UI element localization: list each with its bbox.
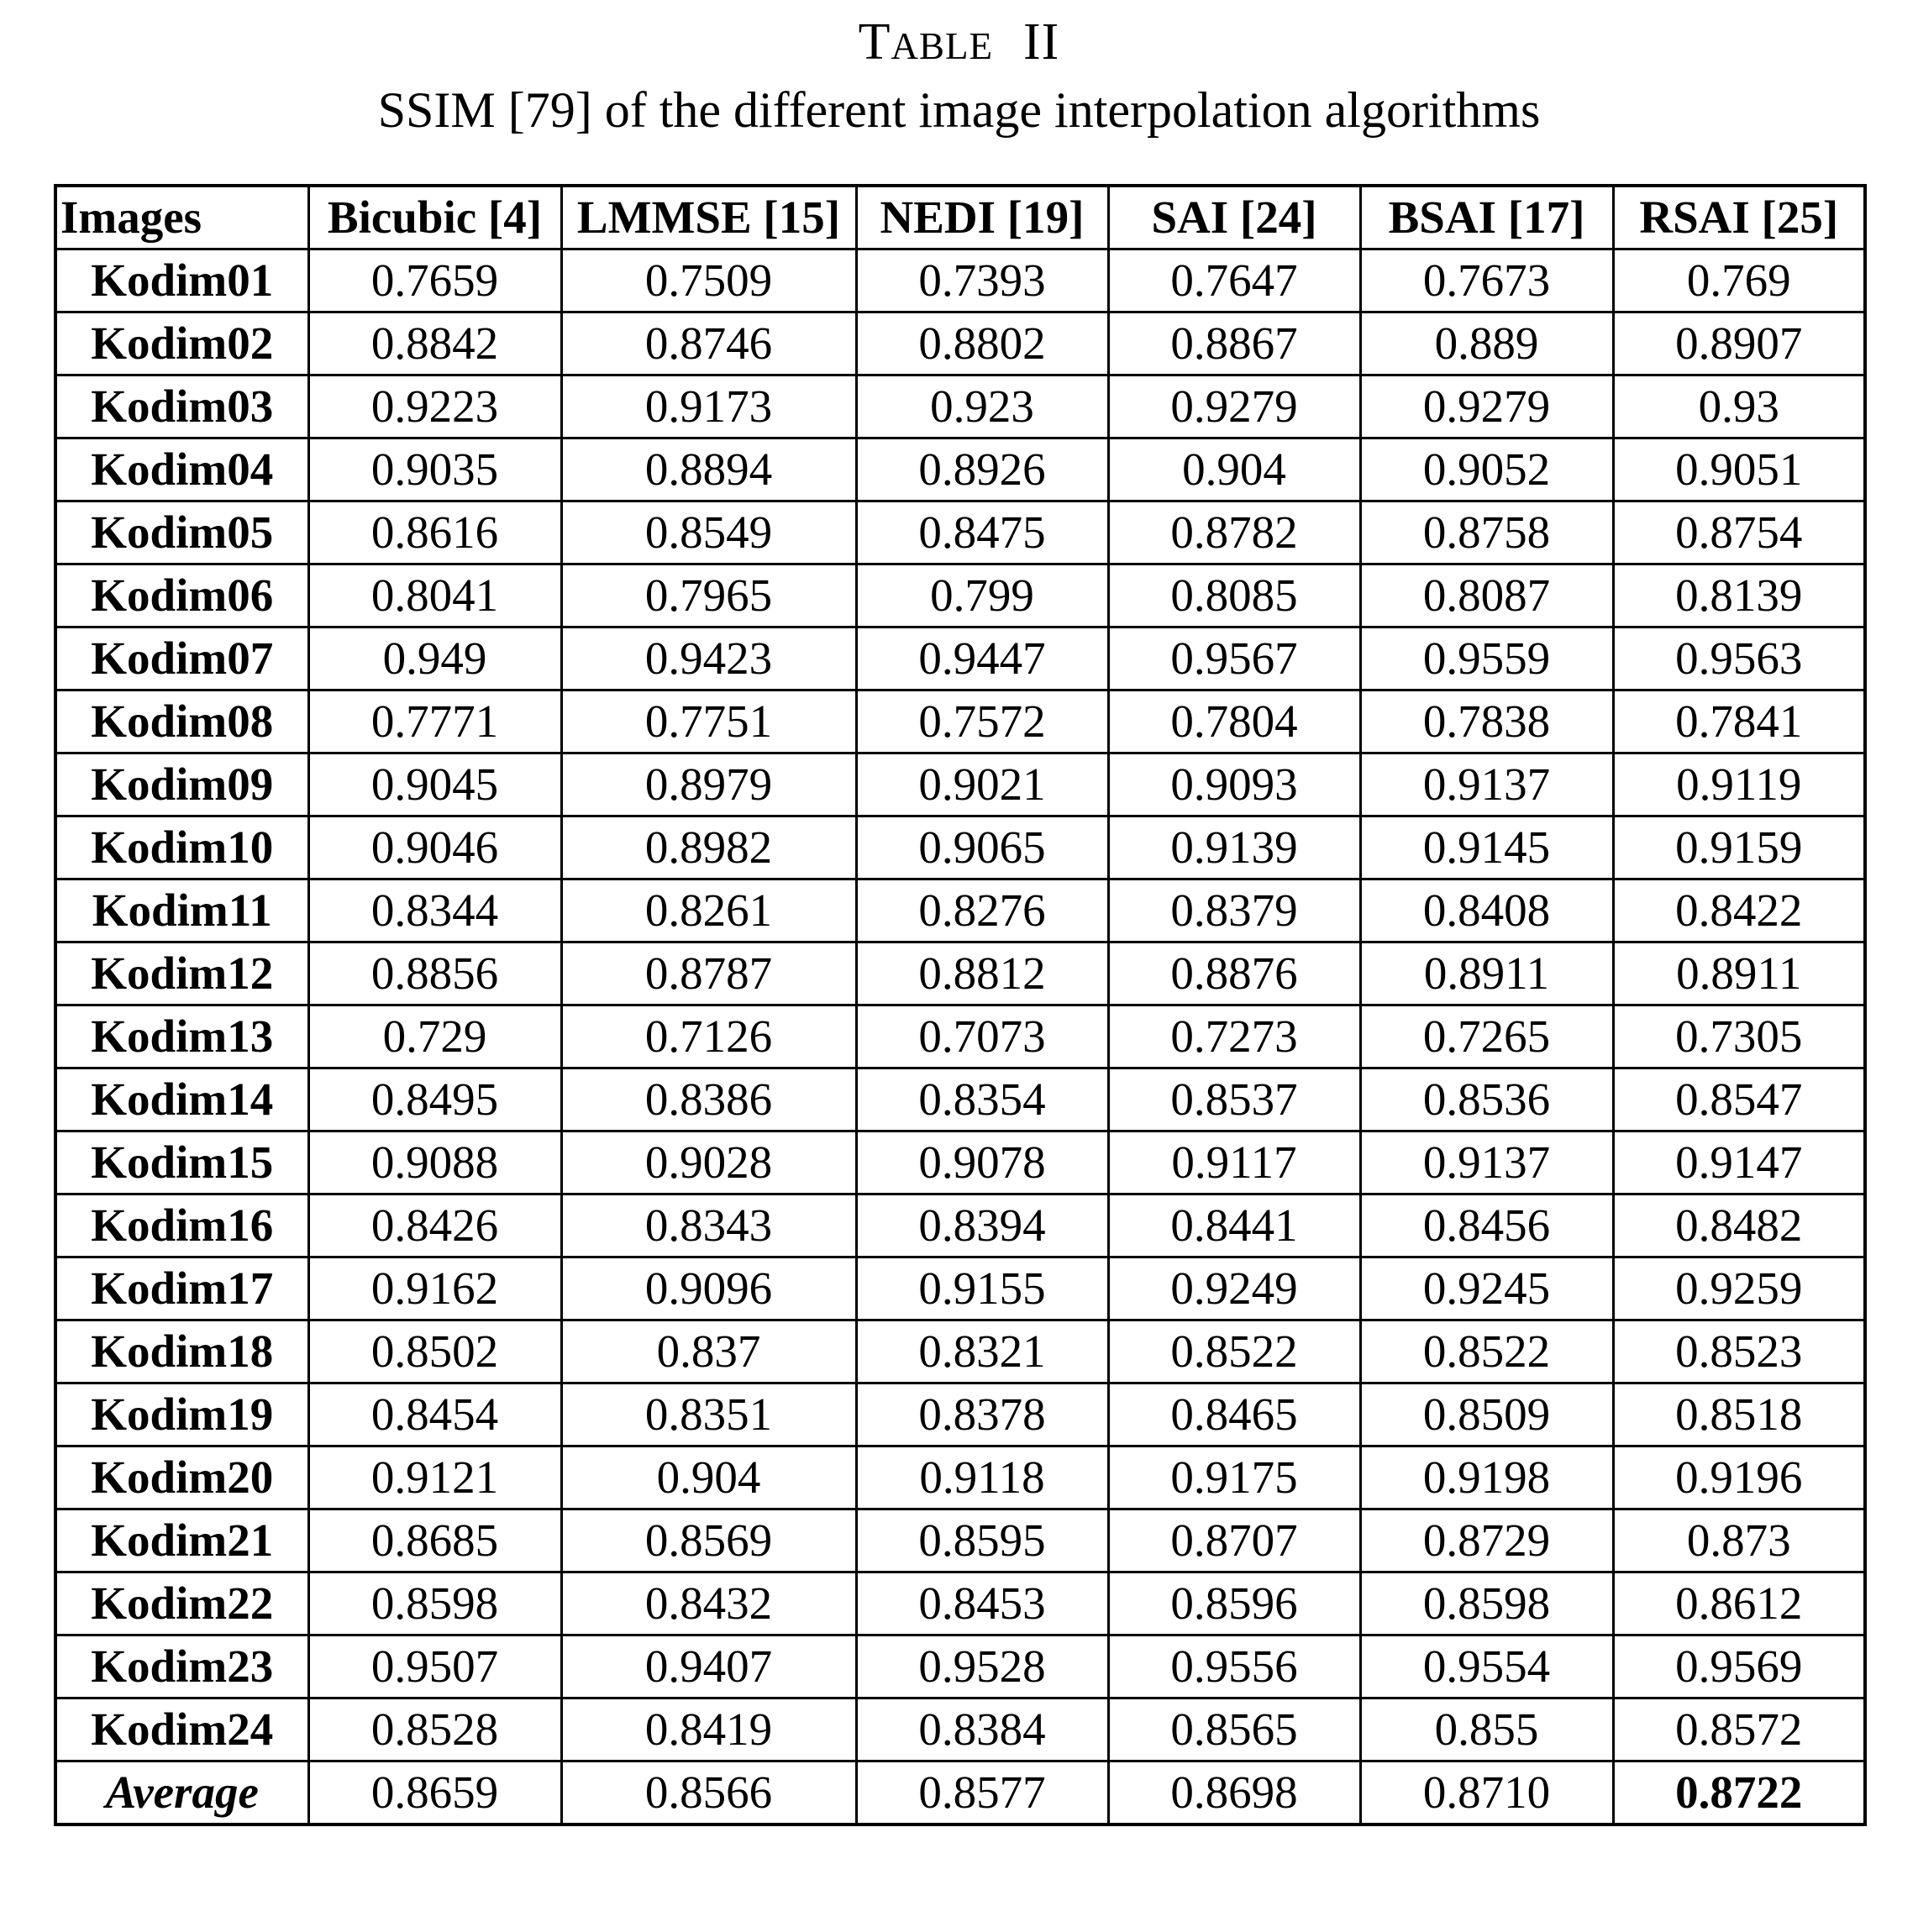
cell-bsai: 0.7265: [1360, 1005, 1613, 1068]
cell-rsai: 0.7841: [1613, 690, 1865, 753]
cell-rsai: 0.9051: [1613, 438, 1865, 501]
cell-sai: 0.8537: [1108, 1068, 1360, 1131]
table-label: [0, 12, 1918, 72]
average-label: Average: [55, 1761, 308, 1825]
cell-lmmse: 0.8979: [561, 753, 856, 816]
cell-bicubic: 0.9045: [308, 753, 561, 816]
cell-nedi: 0.923: [856, 375, 1108, 438]
table-row: [55, 879, 1865, 942]
cell-nedi: 0.8394: [856, 1194, 1108, 1257]
table-row: [55, 501, 1865, 564]
cell-lmmse: 0.9407: [561, 1635, 856, 1698]
cell-nedi: 0.799: [856, 564, 1108, 627]
cell-lmmse: 0.8386: [561, 1068, 856, 1131]
cell-rsai: 0.9147: [1613, 1131, 1865, 1194]
cell-lmmse: 0.8419: [561, 1698, 856, 1761]
header-row: [55, 186, 1865, 249]
cell-lmmse: 0.837: [561, 1320, 856, 1383]
cell-rsai: 0.93: [1613, 375, 1865, 438]
cell-lmmse: 0.7126: [561, 1005, 856, 1068]
table-row: [55, 816, 1865, 879]
cell-sai: 0.8379: [1108, 879, 1360, 942]
cell-bsai: 0.7838: [1360, 690, 1613, 753]
cell-sai: 0.8867: [1108, 312, 1360, 375]
row-label: Kodim06: [55, 564, 308, 627]
table-row: [55, 627, 1865, 690]
table-row: [55, 1446, 1865, 1509]
cell-nedi: 0.8276: [856, 879, 1108, 942]
table-row: [55, 438, 1865, 501]
cell-sai: 0.7273: [1108, 1005, 1360, 1068]
cell-bicubic: 0.8598: [308, 1572, 561, 1635]
cell-sai: 0.8707: [1108, 1509, 1360, 1572]
cell-lmmse: 0.8261: [561, 879, 856, 942]
cell-bsai: 0.8408: [1360, 879, 1613, 942]
cell-bicubic: 0.9162: [308, 1257, 561, 1320]
cell-lmmse: 0.7965: [561, 564, 856, 627]
cell-bsai: 0.8509: [1360, 1383, 1613, 1446]
cell-bsai: 0.9245: [1360, 1257, 1613, 1320]
cell-bsai: 0.9137: [1360, 753, 1613, 816]
cell-sai: 0.9556: [1108, 1635, 1360, 1698]
table-row: [55, 690, 1865, 753]
cell-sai: 0.8596: [1108, 1572, 1360, 1635]
row-label: Kodim15: [55, 1131, 308, 1194]
cell-lmmse: 0.904: [561, 1446, 856, 1509]
cell-bicubic: 0.8454: [308, 1383, 561, 1446]
table-label-rest: ABLE: [891, 25, 994, 67]
cell-bsai: 0.889: [1360, 312, 1613, 375]
cell-lmmse: 0.8432: [561, 1572, 856, 1635]
cell-lmmse: 0.9173: [561, 375, 856, 438]
average-cell-bicubic: 0.8659: [308, 1761, 561, 1825]
row-label: Kodim16: [55, 1194, 308, 1257]
cell-sai: 0.9093: [1108, 753, 1360, 816]
average-cell-rsai: 0.8722: [1613, 1761, 1865, 1825]
table-row: [55, 1131, 1865, 1194]
cell-bsai: 0.9052: [1360, 438, 1613, 501]
average-cell-nedi: 0.8577: [856, 1761, 1108, 1825]
cell-sai: 0.904: [1108, 438, 1360, 501]
column-header-nedi: NEDI [19]: [856, 186, 1108, 249]
row-label: Kodim02: [55, 312, 308, 375]
cell-nedi: 0.9155: [856, 1257, 1108, 1320]
row-label: Kodim19: [55, 1383, 308, 1446]
cell-bsai: 0.7673: [1360, 249, 1613, 312]
row-label: Kodim05: [55, 501, 308, 564]
cell-bicubic: 0.9223: [308, 375, 561, 438]
cell-sai: 0.9175: [1108, 1446, 1360, 1509]
table-row: [55, 1005, 1865, 1068]
cell-lmmse: 0.8569: [561, 1509, 856, 1572]
table-row: [55, 564, 1865, 627]
cell-bsai: 0.8536: [1360, 1068, 1613, 1131]
cell-bicubic: 0.8495: [308, 1068, 561, 1131]
cell-nedi: 0.9447: [856, 627, 1108, 690]
row-label: Kodim12: [55, 942, 308, 1005]
row-label: Kodim11: [55, 879, 308, 942]
row-label: Kodim17: [55, 1257, 308, 1320]
cell-nedi: 0.9065: [856, 816, 1108, 879]
table-row: [55, 1383, 1865, 1446]
row-label: Kodim21: [55, 1509, 308, 1572]
cell-sai: 0.7804: [1108, 690, 1360, 753]
cell-bsai: 0.9559: [1360, 627, 1613, 690]
table-row: [55, 753, 1865, 816]
cell-sai: 0.9249: [1108, 1257, 1360, 1320]
cell-bsai: 0.9137: [1360, 1131, 1613, 1194]
cell-bsai: 0.8522: [1360, 1320, 1613, 1383]
cell-rsai: 0.9159: [1613, 816, 1865, 879]
cell-lmmse: 0.8549: [561, 501, 856, 564]
cell-bsai: 0.8087: [1360, 564, 1613, 627]
table-number: II: [1023, 13, 1060, 71]
cell-nedi: 0.7073: [856, 1005, 1108, 1068]
cell-bicubic: 0.9507: [308, 1635, 561, 1698]
cell-bsai: 0.8911: [1360, 942, 1613, 1005]
cell-sai: 0.9139: [1108, 816, 1360, 879]
cell-rsai: 0.8139: [1613, 564, 1865, 627]
cell-rsai: 0.9119: [1613, 753, 1865, 816]
row-label: Kodim13: [55, 1005, 308, 1068]
column-header-images: Images: [55, 186, 308, 249]
cell-sai: 0.9567: [1108, 627, 1360, 690]
row-label: Kodim01: [55, 249, 308, 312]
cell-rsai: 0.9196: [1613, 1446, 1865, 1509]
table-row: [55, 1572, 1865, 1635]
cell-nedi: 0.9021: [856, 753, 1108, 816]
cell-rsai: 0.8612: [1613, 1572, 1865, 1635]
cell-lmmse: 0.8982: [561, 816, 856, 879]
cell-lmmse: 0.8343: [561, 1194, 856, 1257]
cell-bicubic: 0.7659: [308, 249, 561, 312]
cell-rsai: 0.8422: [1613, 879, 1865, 942]
row-label: Kodim18: [55, 1320, 308, 1383]
cell-lmmse: 0.9096: [561, 1257, 856, 1320]
cell-sai: 0.8565: [1108, 1698, 1360, 1761]
table-row: [55, 942, 1865, 1005]
table-row: [55, 312, 1865, 375]
average-cell-lmmse: 0.8566: [561, 1761, 856, 1825]
row-label: Kodim03: [55, 375, 308, 438]
cell-sai: 0.8522: [1108, 1320, 1360, 1383]
column-header-rsai: RSAI [25]: [1613, 186, 1865, 249]
row-label: Kodim14: [55, 1068, 308, 1131]
cell-sai: 0.8441: [1108, 1194, 1360, 1257]
row-label: Kodim24: [55, 1698, 308, 1761]
cell-rsai: 0.769: [1613, 249, 1865, 312]
cell-lmmse: 0.7751: [561, 690, 856, 753]
table-label-initial: T: [858, 13, 891, 71]
cell-sai: 0.9279: [1108, 375, 1360, 438]
row-label: Kodim22: [55, 1572, 308, 1635]
cell-rsai: 0.7305: [1613, 1005, 1865, 1068]
row-label: Kodim08: [55, 690, 308, 753]
table-row: [55, 249, 1865, 312]
cell-bicubic: 0.9121: [308, 1446, 561, 1509]
cell-bsai: 0.8729: [1360, 1509, 1613, 1572]
cell-bsai: 0.9145: [1360, 816, 1613, 879]
table-row: [55, 1194, 1865, 1257]
cell-nedi: 0.8926: [856, 438, 1108, 501]
row-label: Kodim07: [55, 627, 308, 690]
cell-bicubic: 0.8528: [308, 1698, 561, 1761]
cell-bsai: 0.8598: [1360, 1572, 1613, 1635]
cell-sai: 0.8782: [1108, 501, 1360, 564]
cell-bicubic: 0.9035: [308, 438, 561, 501]
cell-bsai: 0.9198: [1360, 1446, 1613, 1509]
cell-bicubic: 0.8856: [308, 942, 561, 1005]
table-row: [55, 1509, 1865, 1572]
column-header-bsai: BSAI [17]: [1360, 186, 1613, 249]
cell-lmmse: 0.7509: [561, 249, 856, 312]
cell-bicubic: 0.949: [308, 627, 561, 690]
cell-sai: 0.8876: [1108, 942, 1360, 1005]
table-row: [55, 1698, 1865, 1761]
row-label: Kodim10: [55, 816, 308, 879]
cell-nedi: 0.9078: [856, 1131, 1108, 1194]
cell-rsai: 0.8907: [1613, 312, 1865, 375]
cell-rsai: 0.873: [1613, 1509, 1865, 1572]
table-body: [55, 249, 1865, 1825]
row-label: Kodim20: [55, 1446, 308, 1509]
average-row: [55, 1761, 1865, 1825]
table-row: [55, 375, 1865, 438]
cell-rsai: 0.8523: [1613, 1320, 1865, 1383]
row-label: Kodim04: [55, 438, 308, 501]
cell-nedi: 0.8812: [856, 942, 1108, 1005]
cell-nedi: 0.7393: [856, 249, 1108, 312]
cell-nedi: 0.7572: [856, 690, 1108, 753]
cell-rsai: 0.8754: [1613, 501, 1865, 564]
cell-bicubic: 0.9088: [308, 1131, 561, 1194]
cell-bsai: 0.9554: [1360, 1635, 1613, 1698]
cell-rsai: 0.8547: [1613, 1068, 1865, 1131]
cell-bicubic: 0.8616: [308, 501, 561, 564]
cell-rsai: 0.9563: [1613, 627, 1865, 690]
table-row: [55, 1320, 1865, 1383]
cell-sai: 0.9117: [1108, 1131, 1360, 1194]
cell-nedi: 0.8384: [856, 1698, 1108, 1761]
row-label: Kodim09: [55, 753, 308, 816]
cell-rsai: 0.8572: [1613, 1698, 1865, 1761]
table-row: [55, 1635, 1865, 1698]
cell-nedi: 0.8595: [856, 1509, 1108, 1572]
cell-bicubic: 0.8502: [308, 1320, 561, 1383]
cell-lmmse: 0.9423: [561, 627, 856, 690]
table-title: SSIM [79] of the different image interpolation algorithms: [377, 82, 1541, 138]
cell-nedi: 0.9118: [856, 1446, 1108, 1509]
cell-lmmse: 0.8746: [561, 312, 856, 375]
row-label: Kodim23: [55, 1635, 308, 1698]
cell-nedi: 0.9528: [856, 1635, 1108, 1698]
average-cell-sai: 0.8698: [1108, 1761, 1360, 1825]
cell-lmmse: 0.8351: [561, 1383, 856, 1446]
cell-rsai: 0.8482: [1613, 1194, 1865, 1257]
cell-bicubic: 0.8685: [308, 1509, 561, 1572]
cell-lmmse: 0.9028: [561, 1131, 856, 1194]
cell-nedi: 0.8453: [856, 1572, 1108, 1635]
cell-nedi: 0.8475: [856, 501, 1108, 564]
cell-bicubic: 0.8426: [308, 1194, 561, 1257]
cell-bsai: 0.8758: [1360, 501, 1613, 564]
cell-bsai: 0.855: [1360, 1698, 1613, 1761]
cell-bicubic: 0.8041: [308, 564, 561, 627]
cell-nedi: 0.8354: [856, 1068, 1108, 1131]
table-row: [55, 1257, 1865, 1320]
cell-nedi: 0.8321: [856, 1320, 1108, 1383]
cell-nedi: 0.8378: [856, 1383, 1108, 1446]
cell-bicubic: 0.7771: [308, 690, 561, 753]
cell-bicubic: 0.8344: [308, 879, 561, 942]
column-header-bicubic: Bicubic [4]: [308, 186, 561, 249]
column-header-sai: SAI [24]: [1108, 186, 1360, 249]
cell-rsai: 0.9569: [1613, 1635, 1865, 1698]
cell-bicubic: 0.9046: [308, 816, 561, 879]
table-row: [55, 1068, 1865, 1131]
column-header-lmmse: LMMSE [15]: [561, 186, 856, 249]
cell-bicubic: 0.729: [308, 1005, 561, 1068]
cell-rsai: 0.9259: [1613, 1257, 1865, 1320]
cell-bsai: 0.8456: [1360, 1194, 1613, 1257]
cell-sai: 0.7647: [1108, 249, 1360, 312]
cell-lmmse: 0.8787: [561, 942, 856, 1005]
cell-rsai: 0.8911: [1613, 942, 1865, 1005]
cell-bsai: 0.9279: [1360, 375, 1613, 438]
cell-nedi: 0.8802: [856, 312, 1108, 375]
cell-bicubic: 0.8842: [308, 312, 561, 375]
ssim-results-table: [54, 184, 1867, 1826]
cell-lmmse: 0.8894: [561, 438, 856, 501]
cell-sai: 0.8465: [1108, 1383, 1360, 1446]
average-cell-bsai: 0.8710: [1360, 1761, 1613, 1825]
cell-sai: 0.8085: [1108, 564, 1360, 627]
cell-rsai: 0.8518: [1613, 1383, 1865, 1446]
